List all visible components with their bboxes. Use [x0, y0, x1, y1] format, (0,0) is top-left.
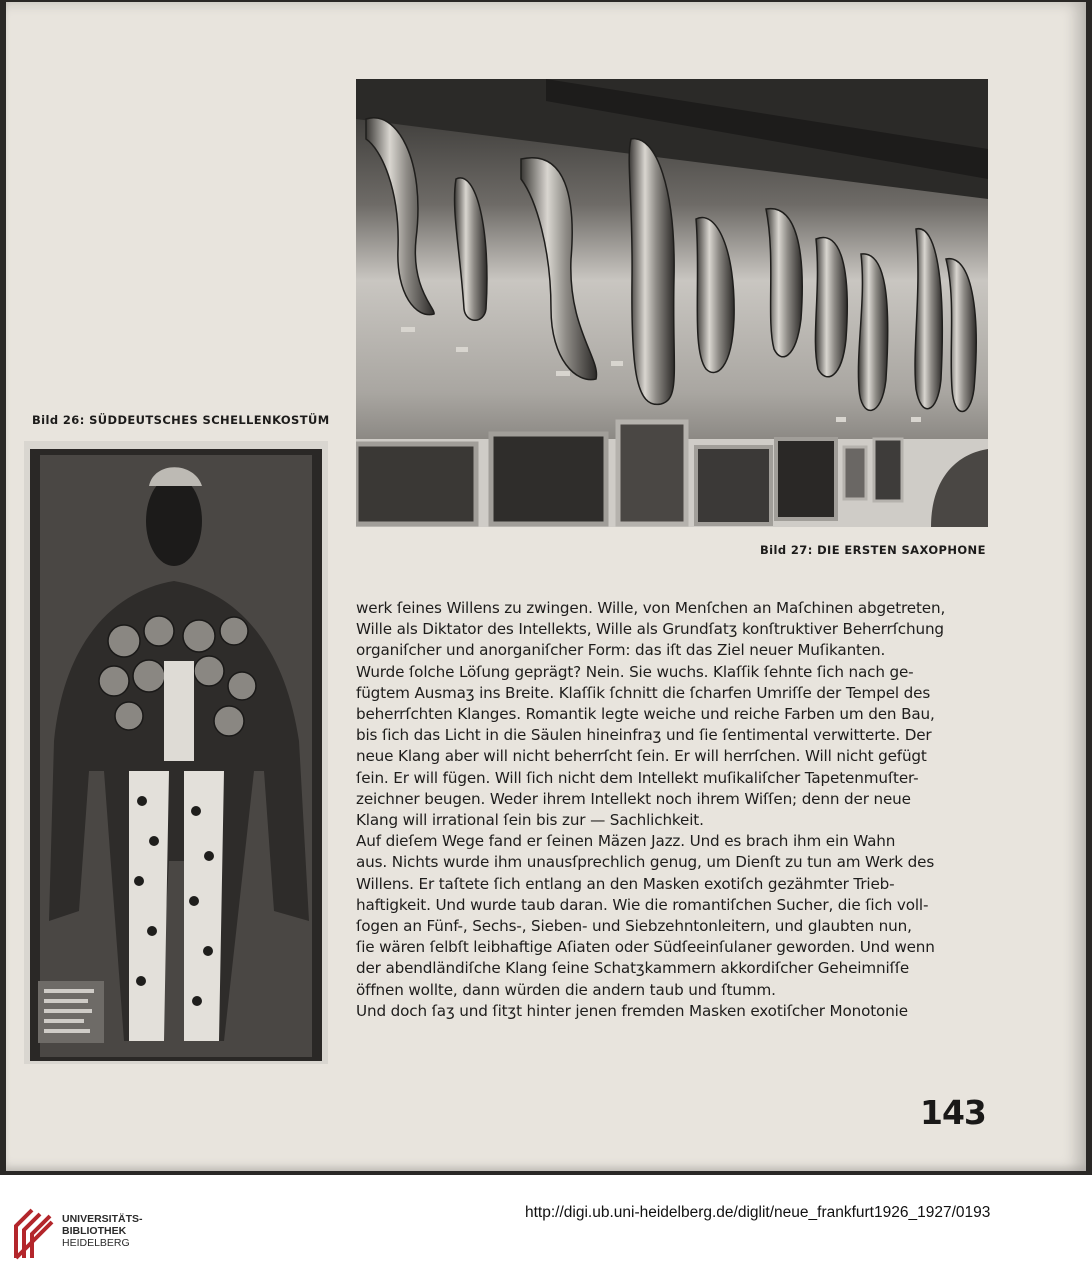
text-line: der abendländiſche Klang ſeine Schatʒkammern akkordiſcher Geheimniſſe	[356, 959, 910, 978]
text-line: Klang will irrational ſein bis zur — Sachlichkeit.	[356, 811, 704, 830]
body-text	[356, 598, 992, 1022]
library-logo-icon	[12, 1200, 56, 1262]
text-line: fügtem Ausmaʒ ins Breite. Klaſſik ſchnitt die ſcharfen Umriſſe der Tempel des	[356, 683, 931, 702]
photo-costume	[24, 441, 328, 1064]
text-line: werk ſeines Willens zu zwingen. Wille, von Menſchen an Maſchinen abgetreten,	[356, 599, 946, 617]
text-line: Wurde ſolche Löſung geprägt? Nein. Sie wuchs. Klaſſik ſehnte ſich nach ge-	[356, 662, 914, 681]
text-line: Wille als Diktator des Intellekts, Wille als Grundſatʒ konſtruktiver Beherrſchung	[356, 620, 944, 639]
text-line: Auf dieſem Wege fand er ſeinen Mäzen Jazz. Und es brach ihm ein Wahn	[356, 832, 896, 851]
library-name-line: BIBLIOTHEK	[62, 1225, 127, 1237]
text-line: Willens. Er taſtete ſich entlang an den Masken exotiſch gezähmter Trieb-	[356, 874, 895, 893]
text-line: aus. Nichts wurde ihm unausſprechlich genug, um Dienſt zu tun am Werk des	[356, 853, 935, 872]
page-number: 143	[920, 1093, 986, 1132]
photo-saxophones	[356, 79, 988, 527]
text-line: ſein. Er will fügen. Will ſich nicht dem Intellekt muſikaliſcher Tapetenmuſter-	[356, 768, 919, 787]
text-line: ſogen an Fünf-, Sechs-, Sieben- und Siebzehntonleitern, und glaubten nun,	[356, 917, 912, 936]
text-line: beherrſchten Klanges. Romantik legte weiche und reiche Farben um den Bau,	[356, 705, 935, 724]
library-name-line: HEIDELBERG	[62, 1237, 130, 1249]
text-line: zeichner beugen. Weder ihrem Intellekt noch ihrem Wiſſen; denn der neue	[356, 789, 911, 808]
text-line: bis ſich das Licht in die Säulen hineinfraʒ und ſie ſentimental verwitterte. Der	[356, 726, 932, 745]
caption-bild-26: Bild 26: SÜDDEUTSCHES SCHELLENKOSTÜM	[32, 413, 330, 427]
source-url-link[interactable]: http://digi.ub.uni-heidelberg.de/diglit/neue_frankfurt1926_1927/0193	[525, 1204, 991, 1221]
library-name-line: UNIVERSITÄTS-	[62, 1213, 143, 1225]
text-line: neue Klang aber will nicht beherrſcht ſein. Er will herrſchen. Will nicht gefügt	[356, 747, 927, 766]
text-line: organiſcher und anorganiſcher Form: das iſt das Ziel neuer Muſikanten.	[356, 641, 886, 660]
library-name	[62, 1213, 143, 1249]
text-line: ſie wären ſelbſt leibhaftige Aſiaten oder Südſeeinſulaner geworden. Und wenn	[356, 938, 935, 957]
text-line: haftigkeit. Und wurde taub daran. Wie die romantiſchen Sucher, die ſich voll-	[356, 895, 929, 914]
footer-bar	[0, 1175, 1092, 1271]
caption-bild-27: Bild 27: DIE ERSTEN SAXOPHONE	[760, 543, 986, 557]
text-line: Und doch ſaʒ und ſitʒt hinter jenen fremden Masken exotiſcher Monotonie	[356, 1001, 908, 1020]
text-line: öffnen wollte, dann würden die andern taub und ſtumm.	[356, 980, 776, 999]
